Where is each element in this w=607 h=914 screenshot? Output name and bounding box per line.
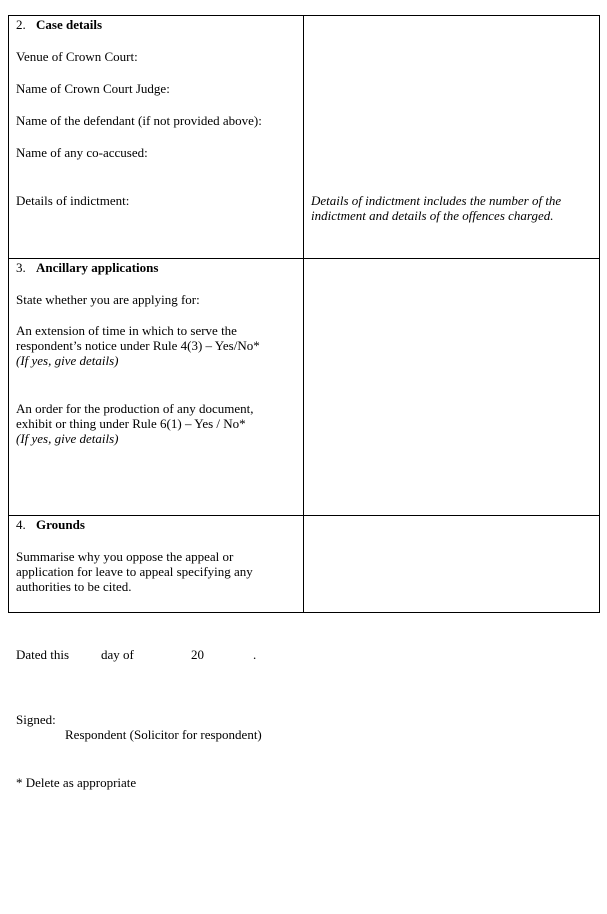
dated-this-label: Dated this	[16, 647, 70, 662]
extension-line-2: respondent’s notice under Rule 4(3) – Yes/No*	[16, 338, 260, 353]
extension-line-1: An extension of time in which to serve the	[16, 323, 237, 338]
coaccused-label: Name of any co-accused:	[16, 145, 148, 160]
section-heading	[16, 517, 297, 532]
extension-hint: (If yes, give details)	[16, 353, 119, 368]
grounds-line-3: authorities to be cited.	[16, 579, 132, 594]
grounds-labels-cell	[9, 516, 304, 613]
section-case-details	[9, 16, 600, 259]
case-details-entry-cell[interactable]	[304, 16, 600, 259]
grounds-entry-cell[interactable]	[304, 516, 600, 613]
production-line-1: An order for the production of any document,	[16, 401, 254, 416]
respondent-label: Respondent (Solicitor for respondent)	[65, 727, 262, 742]
section-number: 4.	[16, 517, 26, 532]
production-hint: (If yes, give details)	[16, 431, 119, 446]
section-grounds	[9, 516, 600, 613]
section-heading	[16, 260, 297, 275]
section-title: Grounds	[36, 517, 85, 532]
grounds-line-2: application for leave to appeal specifying any	[16, 564, 253, 579]
defendant-label: Name of the defendant (if not provided above):	[16, 113, 262, 128]
section-ancillary-applications	[9, 259, 600, 516]
section-number: 2.	[16, 17, 26, 32]
venue-label: Venue of Crown Court:	[16, 49, 138, 64]
section-heading	[16, 17, 297, 32]
date-end-period: .	[253, 647, 257, 662]
section-title: Ancillary applications	[36, 260, 159, 275]
indictment-note: Details of indictment includes the number of the indictment and details of the offences charged.	[311, 193, 562, 223]
production-line-2: exhibit or thing under Rule 6(1) – Yes / No*	[16, 416, 246, 431]
appeal-form-table	[8, 15, 600, 613]
ancillary-intro: State whether you are applying for:	[16, 292, 200, 307]
ancillary-labels-cell	[9, 259, 304, 516]
case-details-labels-cell	[9, 16, 304, 259]
section-title: Case details	[36, 17, 103, 32]
indictment-label: Details of indictment:	[16, 193, 130, 208]
judge-label: Name of Crown Court Judge:	[16, 81, 170, 96]
delete-note: * Delete as appropriate	[16, 775, 137, 790]
ancillary-entry-cell[interactable]	[304, 259, 600, 516]
day-of-label: day of	[101, 647, 134, 662]
section-number: 3.	[16, 260, 26, 275]
year-prefix: 20	[191, 647, 204, 662]
grounds-line-1: Summarise why you oppose the appeal or	[16, 549, 234, 564]
signed-label: Signed:	[16, 712, 56, 727]
